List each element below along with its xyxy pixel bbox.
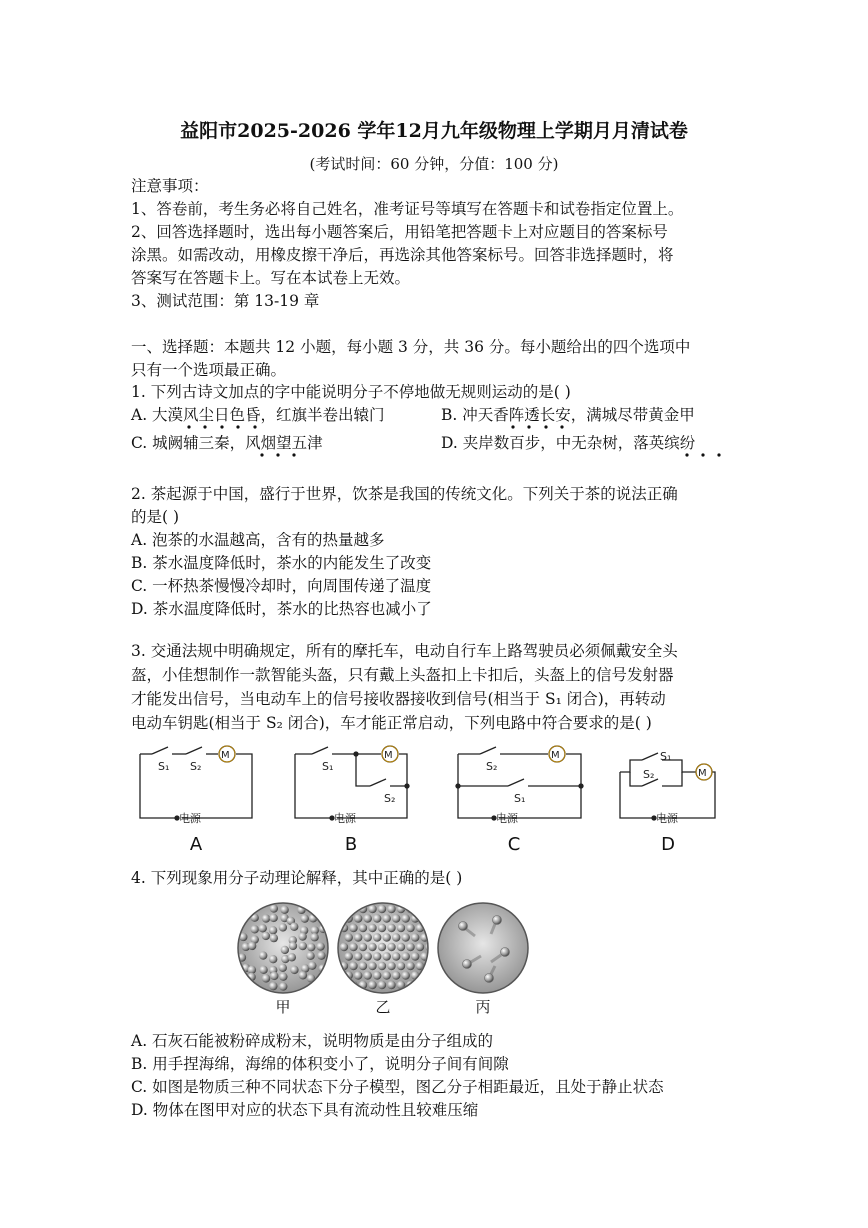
liquid-molecule — [279, 982, 287, 990]
solid-molecule — [378, 981, 386, 989]
solid-molecule — [368, 981, 376, 989]
solid-molecule — [373, 933, 381, 941]
solid-molecule — [354, 971, 362, 979]
liquid-molecule — [298, 932, 306, 940]
solid-molecule — [364, 971, 372, 979]
liquid-molecule — [316, 907, 324, 915]
q4-option-a: A. 石灰石能被粉碎成粉末，说明物质是由分子组成的 — [131, 1032, 494, 1050]
solid-molecule — [373, 952, 381, 960]
q3-stem-2: 盔，小佳想制作一款智能头盔，只有戴上头盔扣上卡扣后，头盔上的信号发射器 — [131, 666, 674, 684]
q1-stem: 1. 下列古诗文加点的字中能说明分子不停地做无规则运动的是( ) — [131, 383, 571, 401]
liquid-molecule — [238, 914, 246, 922]
liquid-molecule — [251, 925, 259, 933]
solid-molecule — [425, 905, 433, 913]
solid-molecule — [397, 962, 405, 970]
solid-molecule — [340, 981, 348, 989]
solid-molecule — [411, 933, 419, 941]
solid-molecule — [387, 905, 395, 913]
solid-molecule — [354, 914, 362, 922]
liquid-molecule — [327, 981, 335, 989]
molecule-models-figure — [235, 900, 535, 1018]
liquid-molecule — [310, 933, 318, 941]
solid-molecule — [416, 905, 424, 913]
solid-molecule — [359, 924, 367, 932]
q4-option-c: C. 如图是物质三种不同状态下分子模型，图乙分子相距最近，且处于静止状态 — [131, 1078, 664, 1096]
option-b-label: B — [344, 834, 358, 855]
solid-molecule — [421, 971, 429, 979]
notes-line-5: 3、测试范围：第 13-19 章 — [131, 292, 320, 310]
solid-molecule — [421, 914, 429, 922]
notes-line-1: 1、答卷前，考生务必将自己姓名，准考证号等填写在答题卡和试卷指定位置上。 — [131, 200, 684, 218]
exam-info: (考试时间：60 分钟，分值：100 分) — [309, 155, 559, 173]
solid-molecule — [387, 943, 395, 951]
liquid-molecule — [301, 914, 309, 922]
switch-s1-label: S₁ — [660, 750, 672, 763]
liquid-molecule — [319, 913, 327, 921]
power-label: 电源 — [656, 812, 678, 825]
liquid-molecule — [279, 923, 287, 931]
switch-s2-label: S₂ — [190, 760, 202, 773]
solid-molecule — [383, 971, 391, 979]
switch-s1-label: S₁ — [158, 760, 170, 773]
section-heading-cont: 只有一个选项最正确。 — [131, 361, 287, 379]
liquid-molecule — [238, 982, 246, 990]
solid-molecule — [340, 943, 348, 951]
liquid-molecule — [270, 934, 278, 942]
q2-option-d: D. 茶水温度降低时，茶水的比热容也减小了 — [131, 600, 432, 618]
q4-option-d: D. 物体在图甲对应的状态下具有流动性且较难压缩 — [131, 1101, 479, 1119]
notes-heading: 注意事项： — [131, 177, 209, 195]
liquid-molecule — [262, 974, 270, 982]
liquid-molecule — [316, 983, 324, 991]
q2-option-c: C. 一杯热茶慢慢冷却时，向周围传递了温度 — [131, 577, 432, 595]
page-title: 益阳市2025-2026 学年12月九年级物理上学期月月清试卷 — [180, 120, 688, 142]
q1-option-b: B. 冲天香阵透长安，满城尽带黄金甲 — [441, 406, 695, 424]
solid-molecule — [378, 943, 386, 951]
notes-line-2: 2、回答选择题时，选出每小题答案后，用铅笔把答题卡上对应题目的答案标号 — [131, 223, 668, 241]
liquid-molecule — [308, 961, 316, 969]
liquid-molecule — [290, 923, 298, 931]
liquid-molecule — [316, 942, 324, 950]
liquid-molecule — [270, 972, 278, 980]
solid-molecule — [378, 962, 386, 970]
liquid-molecule — [299, 942, 307, 950]
liquid-molecule — [290, 966, 298, 974]
solid-molecule — [368, 943, 376, 951]
liquid-molecule — [279, 964, 287, 972]
emphasis-dots — [0, 0, 868, 460]
solid-molecule — [387, 962, 395, 970]
liquid-molecule — [269, 955, 277, 963]
circuit-diagrams — [130, 738, 740, 858]
switch-s2-label: S₂ — [643, 768, 655, 781]
liquid-molecule — [306, 952, 314, 960]
q2-option-a: A. 泡茶的水温越高，含有的热量越多 — [131, 531, 385, 549]
q2-stem-cont: 的是( ) — [131, 508, 180, 526]
liquid-molecule — [280, 906, 288, 914]
solid-molecule — [364, 952, 372, 960]
solid-molecule — [349, 943, 357, 951]
solid-molecule — [397, 943, 405, 951]
solid-molecule — [392, 933, 400, 941]
liquid-molecule — [329, 965, 337, 973]
liquid-molecule — [269, 926, 277, 934]
circuit-d — [620, 753, 715, 820]
switch-s2-label: S₂ — [486, 760, 498, 773]
solid-molecule — [430, 914, 438, 922]
motor-label: M — [551, 750, 560, 761]
motor-label: M — [698, 768, 707, 779]
q1-option-c: C. 城阙辅三秦，风烟望五津 — [131, 434, 323, 452]
solid-molecule — [383, 933, 391, 941]
liquid-molecule — [288, 953, 296, 961]
switch-s2-label: S₂ — [384, 792, 396, 805]
solid-molecule — [392, 971, 400, 979]
q4-option-b: B. 用手捏海绵，海绵的体积变小了，说明分子间有间隙 — [131, 1055, 509, 1073]
q2-option-b: B. 茶水温度降低时，茶水的内能发生了改变 — [131, 554, 432, 572]
liquid-molecule — [289, 942, 297, 950]
solid-molecule — [368, 962, 376, 970]
notes-line-4: 答案写在答题卡上。写在本试卷上无效。 — [131, 269, 411, 287]
option-d-label: D — [661, 834, 675, 855]
solid-molecule — [430, 933, 438, 941]
solid-molecule — [430, 971, 438, 979]
liquid-molecule — [259, 966, 267, 974]
liquid-molecule — [307, 943, 315, 951]
liquid-molecule — [299, 971, 307, 979]
solid-molecule — [402, 971, 410, 979]
solid-molecule — [364, 914, 372, 922]
solid-molecule — [392, 914, 400, 922]
solid-molecule — [387, 981, 395, 989]
liquid-molecule — [262, 932, 270, 940]
solid-molecule — [402, 952, 410, 960]
motor-label: M — [221, 750, 230, 761]
solid-molecule — [383, 952, 391, 960]
solid-molecule — [402, 933, 410, 941]
solid-molecule — [383, 914, 391, 922]
solid-molecule — [406, 924, 414, 932]
solid-molecule — [402, 914, 410, 922]
gas-model-circle — [438, 903, 528, 993]
solid-molecule — [364, 933, 372, 941]
liquid-molecule — [259, 951, 267, 959]
solid-molecule — [378, 924, 386, 932]
solid-molecule — [378, 905, 386, 913]
figure-label-yi: 乙 — [375, 998, 391, 1016]
q3-stem-1: 3. 交通法规中明确规定，所有的摩托车，电动自行车上路驾驶员必须佩戴安全头 — [131, 642, 678, 660]
liquid-molecule — [329, 935, 337, 943]
power-label: 电源 — [179, 812, 201, 825]
solid-molecule — [349, 924, 357, 932]
solid-molecule — [392, 952, 400, 960]
option-a-label: A — [189, 834, 203, 855]
power-label: 电源 — [334, 812, 356, 825]
solid-molecule — [397, 924, 405, 932]
liquid-molecule — [240, 975, 248, 983]
figure-label-bing: 丙 — [475, 998, 491, 1016]
solid-molecule — [373, 914, 381, 922]
solid-molecule — [430, 952, 438, 960]
solid-molecule — [345, 933, 353, 941]
liquid-molecule — [317, 951, 325, 959]
solid-model-circle — [338, 903, 438, 993]
liquid-model-circle — [238, 903, 338, 993]
solid-molecule — [354, 933, 362, 941]
liquid-molecule — [269, 914, 277, 922]
solid-molecule — [425, 943, 433, 951]
option-c-label: C — [507, 834, 521, 855]
liquid-molecule — [269, 982, 277, 990]
solid-molecule — [425, 962, 433, 970]
q2-stem: 2. 茶起源于中国，盛行于世界，饮茶是我国的传统文化。下列关于茶的说法正确 — [131, 485, 678, 503]
liquid-molecule — [240, 903, 248, 911]
liquid-molecule — [259, 924, 267, 932]
q4-stem: 4. 下列现象用分子动理论解释，其中正确的是( ) — [131, 869, 463, 887]
circuit-a — [140, 746, 252, 820]
notes-line-3: 涂黑。如需改动，用橡皮擦干净后，再选涂其他答案标号。回答非选择题时，将 — [131, 246, 674, 264]
solid-molecule — [340, 905, 348, 913]
motor-label: M — [384, 750, 393, 761]
solid-molecule — [373, 971, 381, 979]
solid-molecule — [354, 952, 362, 960]
section-heading: 一、选择题：本题共 12 小题，每小题 3 分，共 36 分。每小题给出的四个选项中 — [131, 338, 691, 356]
solid-molecule — [368, 924, 376, 932]
liquid-molecule — [281, 946, 289, 954]
solid-molecule — [345, 952, 353, 960]
solid-molecule — [359, 943, 367, 951]
liquid-molecule — [326, 905, 334, 913]
q1-option-d: D. 夹岸数百步，中无杂树，落英缤纷 — [441, 434, 696, 452]
liquid-molecule — [279, 972, 287, 980]
solid-molecule — [411, 952, 419, 960]
power-label: 电源 — [496, 812, 518, 825]
q3-stem-3: 才能发出信号，当电动车上的信号接收器接收到信号(相当于 S₁ 闭合)，再转动 — [131, 690, 666, 708]
solid-molecule — [425, 981, 433, 989]
solid-molecule — [416, 943, 424, 951]
liquid-molecule — [328, 953, 336, 961]
q1-option-a: A. 大漠风尘日色昏，红旗半卷出辕门 — [131, 406, 385, 424]
solid-molecule — [425, 924, 433, 932]
solid-molecule — [359, 962, 367, 970]
solid-molecule — [406, 943, 414, 951]
switch-s1-label: S₁ — [322, 760, 334, 773]
liquid-molecule — [328, 913, 336, 921]
liquid-molecule — [248, 942, 256, 950]
q3-stem-4: 电动车钥匙(相当于 S₂ 闭合)，车才能正常启动，下列电路中符合要求的是( ) — [131, 714, 652, 732]
solid-molecule — [387, 924, 395, 932]
solid-molecule — [349, 962, 357, 970]
solid-molecule — [406, 962, 414, 970]
liquid-molecule — [328, 973, 336, 981]
switch-s1-label: S₁ — [514, 792, 526, 805]
liquid-molecule — [248, 966, 256, 974]
figure-label-jia: 甲 — [275, 998, 291, 1016]
solid-molecule — [416, 981, 424, 989]
liquid-molecule — [262, 914, 270, 922]
